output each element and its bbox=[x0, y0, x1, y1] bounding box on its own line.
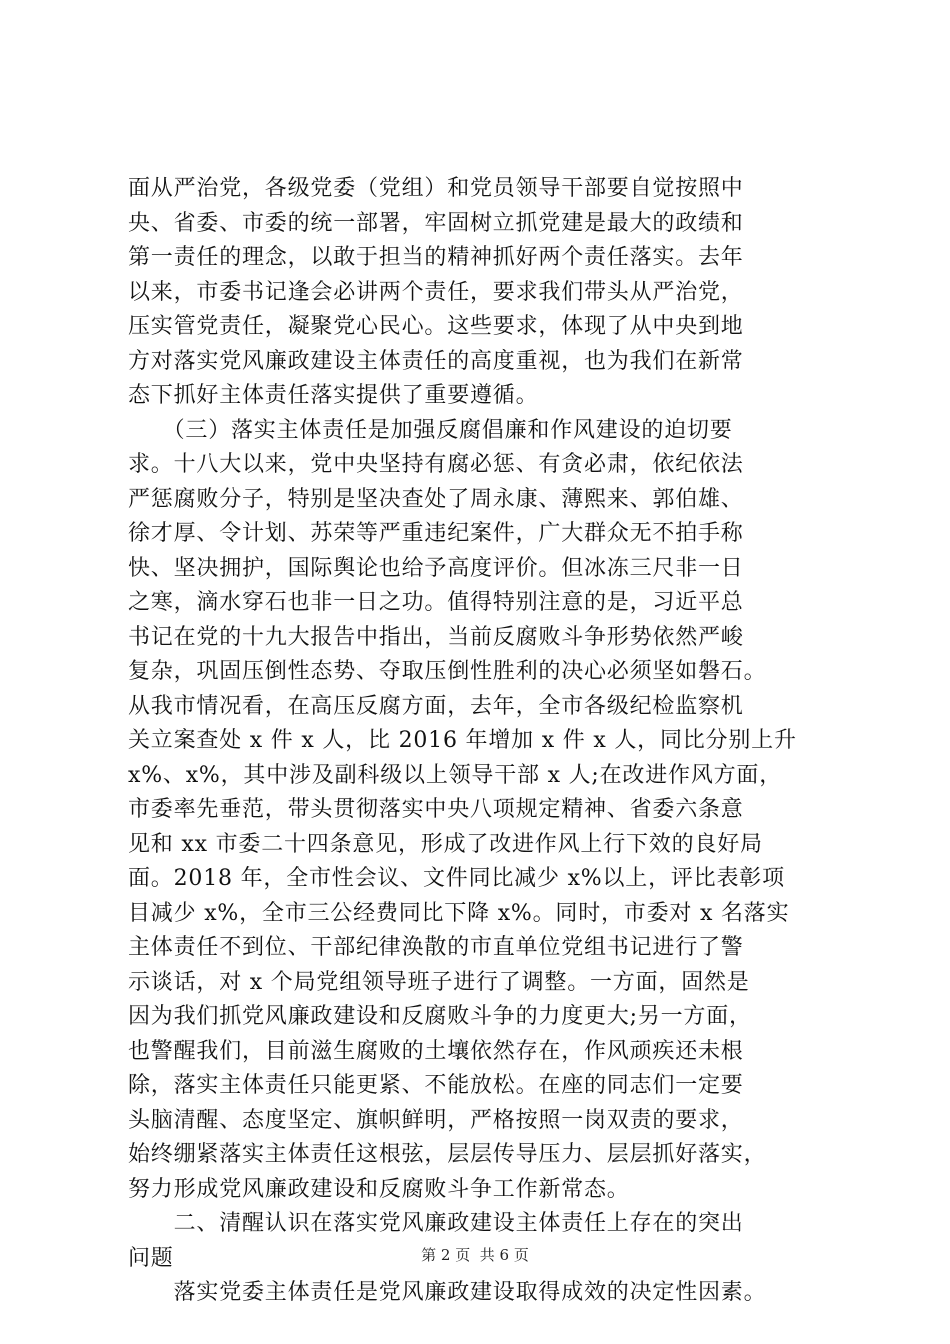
text-line: 央、省委、市委的统一部署，牢固树立抓党建是最大的政绩和 bbox=[128, 210, 744, 236]
text-line: 二、清醒认识在落实党风廉政建设主体责任上存在的突出 bbox=[128, 1211, 744, 1236]
text-line: 关立案查处 x 件 x 人，比 2016 年增加 x 件 x 人，同比分别上升 bbox=[128, 728, 797, 753]
text-line: 因为我们抓党风廉政建设和反腐败斗争的力度更大;另一方面， bbox=[128, 1004, 752, 1029]
text-line: 也警醒我们，目前滋生腐败的土壤依然存在，作风顽疾还未根 bbox=[128, 1038, 744, 1064]
text-line: 第一责任的理念，以敢于担当的精神抓好两个责任落实。去年 bbox=[128, 245, 744, 270]
text-line: 之寒，滴水穿石也非一日之功。值得特别注意的是，习近平总 bbox=[128, 590, 744, 615]
text-line: 见和 xx 市委二十四条意见，形成了改进作风上行下效的良好局 bbox=[128, 831, 763, 857]
text-line: 书记在党的十九大报告中指出，当前反腐败斗争形势依然严峻 bbox=[128, 624, 744, 650]
text-line: （三）落实主体责任是加强反腐倡廉和作风建设的迫切要 bbox=[128, 417, 733, 443]
text-line: 以来，市委书记逢会必讲两个责任，要求我们带头从严治党， bbox=[128, 279, 744, 305]
text-line: 面从严治党，各级党委（党组）和党员领导干部要自觉按照中 bbox=[128, 176, 744, 201]
text-line: 严惩腐败分子，特别是坚决查处了周永康、薄熙来、郭伯雄、 bbox=[128, 486, 744, 512]
text-line: 主体责任不到位、干部纪律涣散的市直单位党组书记进行了警 bbox=[128, 935, 744, 960]
text-line: 头脑清醒、态度坚定、旗帜鲜明，严格按照一岗双责的要求， bbox=[128, 1107, 744, 1133]
page-footer: 第 2 页 共 6 页 bbox=[421, 1246, 529, 1264]
text-line: 方对落实党风廉政建设主体责任的高度重视，也为我们在新常 bbox=[128, 348, 744, 374]
text-line: 从我市情况看，在高压反腐方面，去年，全市各级纪检监察机 bbox=[128, 693, 744, 719]
text-line: 落实党委主体责任是党风廉政建设取得成效的决定性因素。 bbox=[128, 1280, 767, 1305]
text-line: 目减少 x%，全市三公经费同比下降 x%。同时，市委对 x 名落实 bbox=[128, 900, 790, 926]
text-line: 徐才厚、令计划、苏荣等严重违纪案件，广大群众无不拍手称 bbox=[128, 521, 744, 546]
text-line: 市委率先垂范，带头贯彻落实中央八项规定精神、省委六条意 bbox=[128, 797, 744, 822]
text-line: 始终绷紧落实主体责任这根弦，层层传导压力、层层抓好落实， bbox=[128, 1142, 767, 1167]
text-line: 示谈话，对 x 个局党组领导班子进行了调整。一方面，固然是 bbox=[128, 969, 750, 995]
text-line: 除，落实主体责任只能更紧、不能放松。在座的同志们一定要 bbox=[128, 1073, 744, 1098]
text-line: 面。2018 年，全市性会议、文件同比减少 x%以上，评比表彰项 bbox=[128, 866, 785, 891]
text-line: 努力形成党风廉政建设和反腐败斗争工作新常态。 bbox=[128, 1176, 630, 1202]
text-line: 复杂，巩固压倒性态势、夺取压倒性胜利的决心必须坚如磐石。 bbox=[128, 659, 767, 684]
text-line: 态下抓好主体责任落实提供了重要遵循。 bbox=[128, 383, 539, 408]
text-line: 压实管党责任，凝聚党心民心。这些要求，体现了从中央到地 bbox=[128, 314, 744, 339]
text-line: 问题 bbox=[128, 1245, 174, 1271]
text-line: 求。十八大以来，党中央坚持有腐必惩、有贪必肃，依纪依法 bbox=[128, 452, 744, 477]
text-line: 快、坚决拥护，国际舆论也给予高度评价。但冰冻三尺非一日 bbox=[128, 555, 744, 581]
text-line: x%、x%，其中涉及副科级以上领导干部 x 人;在改进作风方面， bbox=[128, 762, 783, 788]
